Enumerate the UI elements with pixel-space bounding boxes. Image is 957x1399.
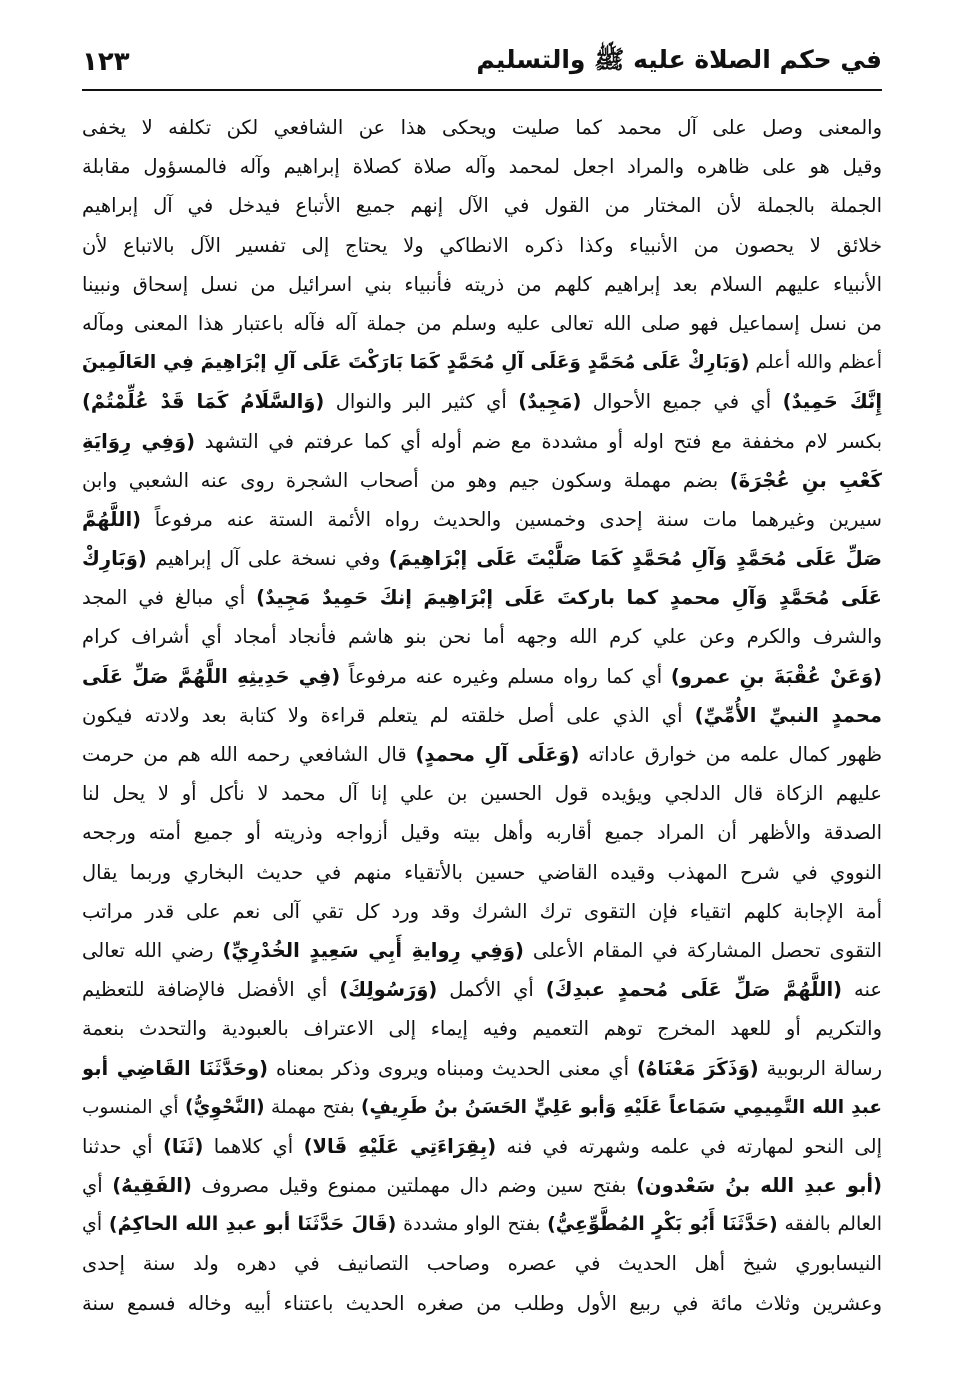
commentary-text: أي كثير البر والنوال (324, 390, 519, 414)
text-line (82, 1009, 882, 1048)
text-line (82, 1284, 882, 1323)
commentary-text: أي المنسوب (82, 1096, 185, 1118)
quoted-hadith-text: (ثَنَا) (162, 1134, 204, 1158)
commentary-text: والتكريم أو للعهد المخرج توهم التعميم وفيه إيماء إلى الاعتراف بالعبودية والتحدث بنعمة (82, 1017, 882, 1041)
commentary-text: أي الأفضل فالإضافة للتعظيم (82, 978, 340, 1002)
commentary-text: أي مبالغ في المجد (82, 586, 257, 610)
quoted-hadith-text: (وَرَسُولِكَ) (339, 978, 438, 1002)
commentary-text: أي حدثنا (82, 1134, 163, 1158)
text-line (82, 970, 882, 1009)
quoted-hadith-text: (وَفِي رِوَايَةِ (82, 429, 196, 453)
quoted-hadith-text: (مَجِيدٌ) (518, 390, 582, 414)
page-header (82, 38, 882, 86)
quoted-hadith-text: (قَالَ حَدَّثَنَا أبو عبدِ الله الحاكِمُ) (108, 1213, 397, 1236)
commentary-text: والمعنى وصل على آل محمد كما صليت ويحكى هذا عن الشافعي لكن تكلفه لا يخفى (82, 116, 882, 139)
quoted-hadith-text: (الفَقِيهُ) (112, 1174, 192, 1198)
commentary-text: أي في جميع الأحوال (581, 390, 783, 414)
commentary-text: ظهور كمال علمه من خوارق عاداته (579, 743, 882, 766)
commentary-text: أعظم والله أعلم (749, 352, 882, 374)
commentary-text: أي الأكمل (437, 978, 546, 1002)
quoted-hadith-text: (بِقِرَاءَتِي عَلَيْهِ قَالا) (303, 1134, 497, 1158)
commentary-text: أي (82, 1213, 109, 1236)
commentary-text: قال الشافعي رحمه الله هم من حرمت (82, 743, 416, 766)
commentary-text: الجملة بالجملة لأن المختار من القول في الآل إنهم جميع الأتباع فيدخل في آل إبراهيم (82, 194, 882, 218)
text-line (82, 304, 882, 343)
commentary-text: بفتح مهملة (264, 1096, 362, 1118)
commentary-text: رضي الله تعالى (82, 938, 223, 962)
text-line (82, 1166, 882, 1205)
text-line (82, 1205, 882, 1244)
commentary-text: النووي في شرح المهذب وقيده القاضي حسين بالأتقياء منهم في حديث البخاري وربما يقال (82, 860, 882, 884)
quoted-hadith-text: (وَبَارِكْ (82, 547, 147, 571)
quoted-hadith-text: (وَعَنْ عُقْبَةَ بنِ عمرو) (670, 664, 882, 688)
text-line (82, 774, 882, 813)
text-line (82, 147, 882, 186)
quoted-hadith-text: عَلَى مُحَمَّدٍ وَآلِ محمدٍ كما باركتَ عَلَى إبْرَاهِيمَ إنكَ حَمِيدٌ مَجِيدٌ) (256, 586, 882, 610)
text-line (82, 1244, 882, 1283)
quoted-hadith-text: (فِي حَدِيثِهِ اللَّهُمَّ صَلِّ عَلَى (82, 664, 341, 688)
commentary-text: عنه (842, 978, 882, 1002)
text-line (82, 735, 882, 774)
text-line (82, 108, 882, 147)
commentary-text: الصدقة والأظهر أن المراد جميع أقاربه وأهل بيته وقيل أزواجه وذريته أو جميع أمته ورجحه (82, 821, 882, 845)
text-line (82, 853, 882, 892)
text-line (82, 226, 882, 265)
text-line (82, 343, 882, 382)
commentary-text: العالم بالفقه (777, 1213, 882, 1236)
quoted-hadith-text: (اللَّهُمَّ صَلِّ عَلَى مُحمدٍ عبدِكَ) (545, 978, 843, 1002)
text-line (82, 813, 882, 852)
quoted-hadith-text: عبدِ الله التَّمِيمِي سَمَاعاً عَلَيْهِ وَأبو عَلِيٍّ الحَسَنُ بنُ طَرِيفٍ) (361, 1096, 882, 1118)
text-line (82, 1127, 882, 1166)
quoted-hadith-text: (وَفِي رِوايةِ أَبِي سَعِيدٍ الخُدْرِيِّ) (222, 938, 524, 962)
quoted-hadith-text: (وحَدَّثَنَا القَاضِي أبو (82, 1056, 269, 1080)
text-line (82, 422, 882, 461)
text-line (82, 696, 882, 735)
commentary-text: إلى النحو لمهارته في علمه وشهرته في فنه (496, 1134, 882, 1158)
text-line (82, 265, 882, 304)
page-number: ١٢٣ (82, 47, 130, 77)
commentary-text: أي كما رواه مسلم وغيره عنه مرفوعاً (340, 664, 671, 688)
quoted-hadith-text: (النَّحْوِيُّ) (184, 1096, 265, 1118)
text-line (82, 657, 882, 696)
quoted-hadith-text: كَعْبِ بنِ عُجْرَةَ) (729, 468, 882, 492)
commentary-text: والشرف والكرم وعن علي كرم الله وجهه أما نحن بنو هاشم فأنجاد أمجاد أي أشراف كرام (82, 625, 882, 649)
commentary-text: بضم مهملة وسكون جيم وهو من أصحاب الشجرة روى عنه الشعبي وابن (82, 468, 730, 492)
text-line (82, 931, 882, 970)
quoted-hadith-text: (أبو عبدِ الله بنُ سَعْدون) (636, 1174, 882, 1198)
quoted-hadith-text: (وَعَلَى آلِ محمدٍ) (415, 743, 580, 766)
text-line (82, 1088, 882, 1127)
commentary-text: من نسل إسماعيل فهو صلى الله تعالى عليه وسلم من جملة آله فآله باعتبار هذا المعنى ومآله (82, 311, 882, 335)
commentary-text: بفتح سين وضم دال مهملتين ممنوع وقيل مصروف (191, 1174, 637, 1198)
quoted-hadith-text: (وَالسَّلَامُ كَمَا قَدْ عُلِّمْتُمْ) (82, 390, 325, 414)
commentary-text: عليهم الزكاة قال الدلجي ويؤيده قول الحسين بن علي إنا آل محمد لا نأكل أو لا يحل لنا (82, 782, 882, 806)
quoted-hadith-text: صَلِّ عَلَى مُحَمَّدٍ وَآلِ مُحَمَّدٍ كَمَا صَلَّيْتَ عَلَى إبْرَاهِيمَ) (388, 547, 882, 571)
text-line (82, 500, 882, 539)
text-line (82, 1049, 882, 1088)
text-line (82, 617, 882, 656)
text-line (82, 461, 882, 500)
text-line (82, 892, 882, 931)
quoted-hadith-text: (اللَّهُمَّ (82, 507, 142, 531)
quoted-hadith-text: إِنَّكَ حَمِيدٌ) (782, 390, 882, 414)
commentary-text: أي كلاهما (203, 1134, 304, 1158)
commentary-text: أي الذي على أصل خلقته لم يتعلم قراءة ولا كتابة بعد ولادته فيكون (82, 703, 695, 727)
commentary-text: سيرين وغيرهما مات سنة إحدى وخمسين والحديث رواه الأئمة الستة عنه مرفوعاً (141, 507, 882, 531)
commentary-text: وقيل هو على ظاهره والمراد اجعل لمحمد وآله صلاة كصلاة إبراهيم وآله فالمسؤول مقابلة (82, 155, 882, 179)
quoted-hadith-text: (وَذَكَرَ مَعْنَاهُ) (636, 1056, 759, 1080)
text-line (82, 382, 882, 421)
running-title: في حكم الصلاة عليه ﷺ والتسليم (476, 44, 882, 74)
commentary-text: رسالة الربوبية (758, 1056, 882, 1080)
commentary-text: خلائق لا يحصون من الأنبياء وكذا ذكره الانطاكي ولا يحتاج إلى تفسير الآل بالاتباع لأن (82, 233, 882, 257)
commentary-text: التقوى تحصل المشاركة في المقام الأعلى (523, 938, 882, 962)
quoted-hadith-text: (وَبَارِكْ عَلَى مُحَمَّدٍ وَعَلَى آلِ مُحَمَّدٍ كَمَا بَارَكْتَ عَلَى آلِ إبْرَاهِيمَ فِي العَالَمِينَ (82, 352, 750, 374)
text-line (82, 539, 882, 578)
book-page (82, 0, 882, 1399)
commentary-text: بكسر لام مخففة مع فتح اوله أو مشددة مع ضم أوله أي كما عرفتم في التشهد (195, 429, 882, 453)
commentary-text: وفي نسخة على آل إبراهيم (146, 547, 389, 571)
text-line (82, 186, 882, 225)
commentary-text: الأنبياء عليهم السلام بعد إبراهيم كلهم من ذريته فأنبياء بني اسرائيل من نسل إسحاق ونبينا (82, 272, 882, 296)
commentary-text: وعشرين وثلاث مائة في ربيع الأول وطلب من صغره الحديث باعتناء أبيه وخاله فسمع سنة (82, 1291, 882, 1315)
commentary-text: أي (82, 1174, 113, 1198)
text-line (82, 578, 882, 617)
commentary-text: النيسابوري شيخ أهل الحديث في عصره وصاحب التصانيف في دهره ولد سنة إحدى (82, 1252, 882, 1276)
header-rule (82, 89, 882, 91)
quoted-hadith-text: محمدٍ النبيِّ الأُمِّيِّ) (694, 703, 882, 727)
commentary-text: أي معنى الحديث ومبناه ويروى وذكر بمعناه (268, 1056, 637, 1080)
commentary-text: بفتح الواو مشددة (396, 1213, 548, 1236)
commentary-text: أمة الإجابة كلهم اتقياء فإن التقوى ترك الشرك وقد ورد كل تقي آلى نعم على قدر مراتب (82, 899, 882, 923)
quoted-hadith-text: (حَدَّثَنَا أَبُو بَكْرٍ المُطَّوِّعِيُّ) (547, 1213, 778, 1236)
body-text (82, 108, 882, 1323)
